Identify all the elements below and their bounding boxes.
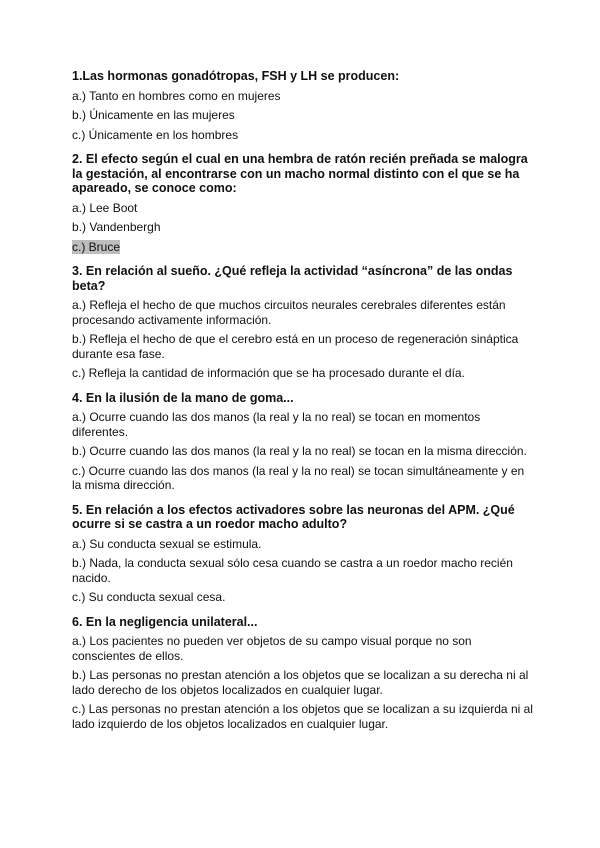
option-c: c.) Las personas no prestan atención a los objetos que se localizan a su izquierda ni al lado izquierdo de los objetos localizados en cualquier lugar. <box>72 702 533 731</box>
option-c: c.) Su conducta sexual cesa. <box>72 590 226 604</box>
option-c-highlighted <box>72 240 534 255</box>
document-page <box>72 69 534 736</box>
option-a: a.) Lee Boot <box>72 200 138 215</box>
question-6 <box>72 615 534 732</box>
option-c: c.) Ocurre cuando las dos manos (la real y la no real) se tocan simultáneamente y en la misma dirección. <box>72 463 525 492</box>
option-a: a.) Tanto en hombres como en mujeres <box>72 88 281 103</box>
question-title: 1.Las hormonas gonadótropas, FSH y LH se producen: <box>72 69 400 83</box>
question-1 <box>72 69 534 142</box>
option-b: b.) Únicamente en las mujeres <box>72 108 235 122</box>
option-a: a.) Ocurre cuando las dos manos (la real y la no real) se tocan en momentos diferentes. <box>72 410 481 439</box>
question-title: 6. En la negligencia unilateral... <box>72 614 258 629</box>
option-b: b.) Refleja el hecho de que el cerebro está en un proceso de regeneración sináptica durante esa fase. <box>72 332 519 361</box>
option-b: b.) Vandenbergh <box>72 220 161 234</box>
highlighted-answer: c.) Bruce <box>72 239 121 254</box>
option-a: a.) Refleja el hecho de que muchos circuitos neurales cerebrales diferentes están procesando activamente información. <box>72 298 506 327</box>
option-b: b.) Ocurre cuando las dos manos (la real y la no real) se tocan en la misma dirección. <box>72 444 527 458</box>
option-a: a.) Su conducta sexual se estimula. <box>72 536 262 551</box>
option-c: c.) Únicamente en los hombres <box>72 127 239 142</box>
question-4 <box>72 391 534 493</box>
question-2 <box>72 152 534 254</box>
question-3 <box>72 264 534 381</box>
question-title: 2. El efecto según el cual en una hembra de ratón recién preñada se malogra la gestación, al encontrarse con un macho normal distinto con el que se ha apareado, se conoce como: <box>72 152 528 195</box>
option-b: b.) Las personas no prestan atención a los objetos que se localizan a su derecha ni al lado derecho de los objetos localizados en cualquier lugar. <box>72 668 529 697</box>
option-c: c.) Refleja la cantidad de información que se ha procesado durante el día. <box>72 366 465 380</box>
option-a: a.) Los pacientes no pueden ver objetos de su campo visual porque no son conscientes de ellos. <box>72 634 472 663</box>
question-title: 5. En relación a los efectos activadores sobre las neuronas del APM. ¿Qué ocurre si se castra a un roedor macho adulto? <box>72 502 515 531</box>
question-title: 4. En la ilusión de la mano de goma... <box>72 390 294 405</box>
option-b: b.) Nada, la conducta sexual sólo cesa cuando se castra a un roedor macho recién nacido. <box>72 556 513 585</box>
question-title: 3. En relación al sueño. ¿Qué refleja la actividad “asíncrona” de las ondas beta? <box>72 264 513 293</box>
question-5 <box>72 503 534 605</box>
